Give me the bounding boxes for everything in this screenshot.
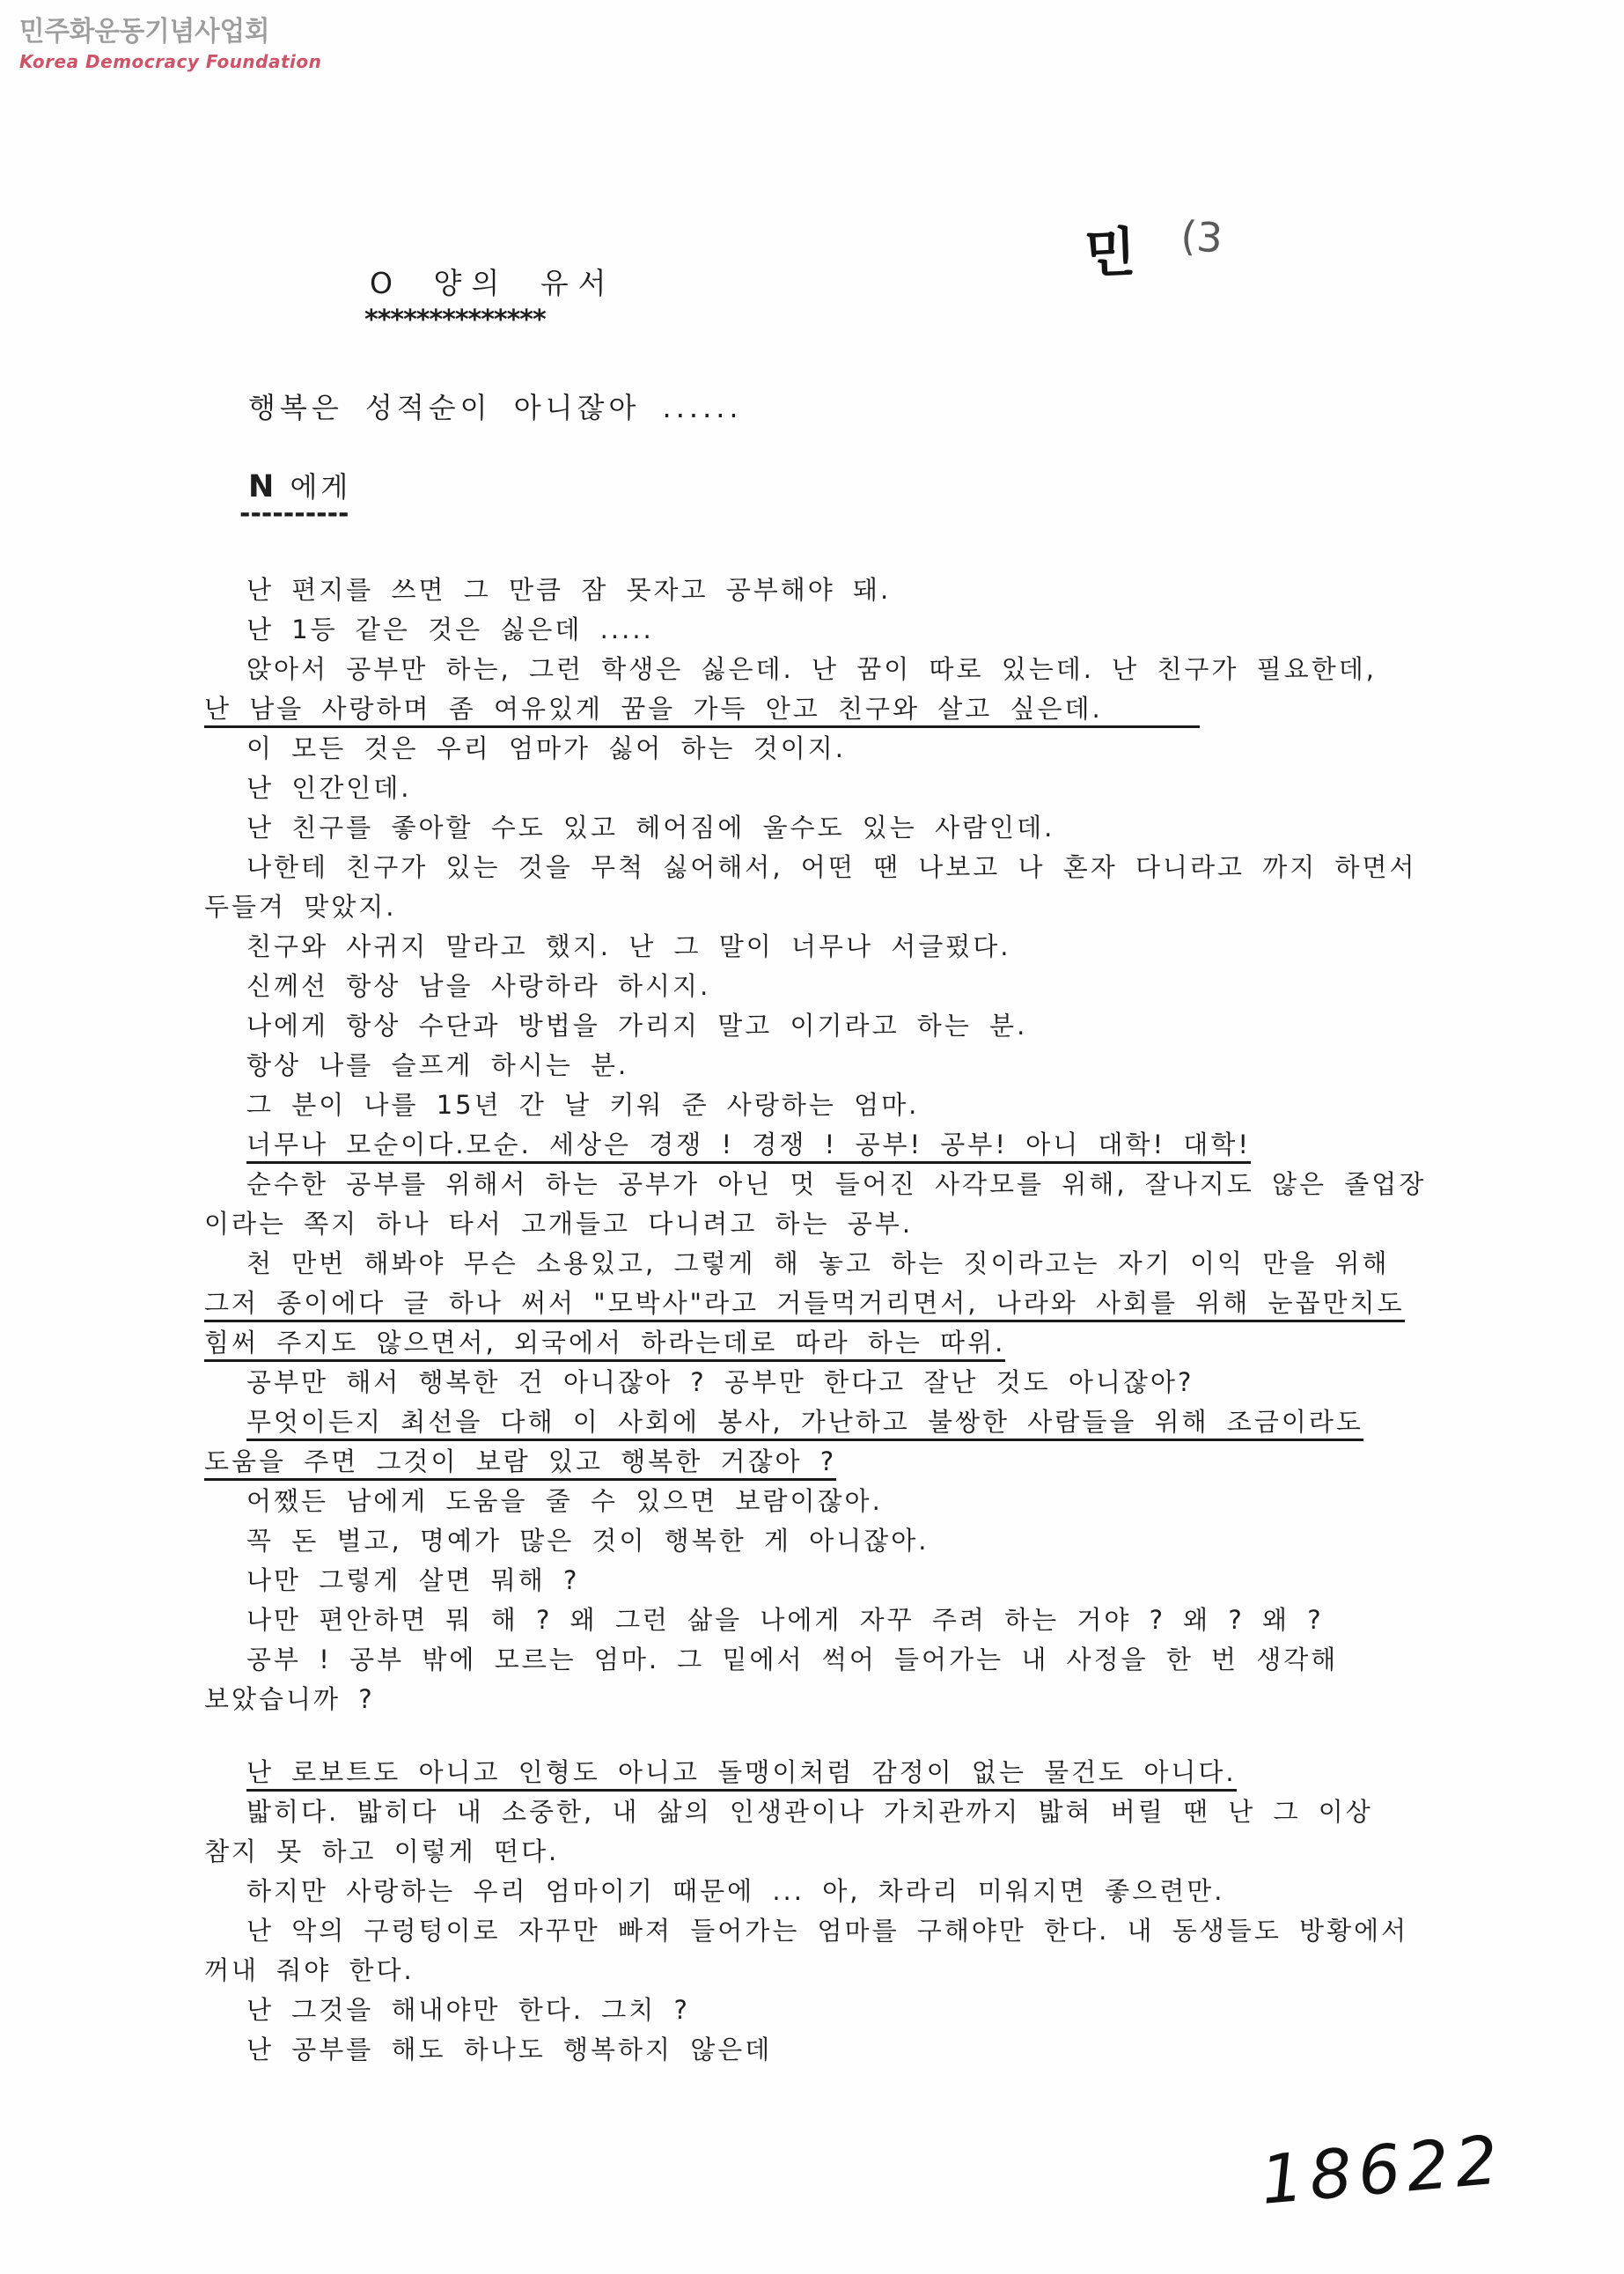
letter-line: 이 모든 것은 우리 엄마가 싫어 하는 것이지. xyxy=(246,733,846,763)
letter-line-underlined: 난 로보트도 아니고 인형도 아니고 돌맹이처럼 감정이 없는 물건도 아니다. xyxy=(204,1753,1595,1792)
korea-democracy-foundation-logo xyxy=(19,9,321,72)
letter-line: 난 공부를 해도 하나도 행복하지 않은데 xyxy=(246,2035,773,2064)
letter-line: 꺼내 줘야 한다. xyxy=(204,1955,415,1985)
letter-line-underlined: 그저 종이에다 글 하나 써서 "모박사"라고 거들먹거리면서, 나라와 사회를 위해 눈꼽만치도 xyxy=(204,1284,1595,1323)
logo-korean-calligraphy: 민주화운동기념사업회 xyxy=(19,16,270,48)
document-subtitle: 행복은 성적순이 아니잖아 ...... xyxy=(248,391,743,424)
letter-line-underlined: 도움을 주면 그것이 보람 있고 행복한 거잖아 ? xyxy=(204,1442,1595,1482)
letter-line: 이라는 쪽지 하나 타서 고개들고 다니려고 하는 공부. xyxy=(204,1209,914,1239)
salutation-text: 에게 xyxy=(290,470,352,504)
letter-line-underlined: 난 남을 사랑하며 좀 여유있게 꿈을 가득 안고 친구와 살고 싶은데. xyxy=(204,689,1595,729)
letter-line: 보았습니까 ? xyxy=(204,1684,375,1714)
letter-line: 그 분이 나를 15년 간 날 키워 준 사랑하는 엄마. xyxy=(246,1090,920,1120)
handwritten-mark-paren: (3 xyxy=(1179,211,1224,262)
handwritten-archive-number: 18622 xyxy=(1257,2120,1508,2219)
letter-body xyxy=(204,570,1595,2070)
letter-line: 하지만 사랑하는 우리 엄마이기 때문에 ... 아, 차라리 미워지면 좋으련만. xyxy=(246,1876,1225,1906)
letter-line-underlined: 너무나 모순이다.모순. 세상은 경쟁 ! 경쟁 ! 공부! 공부! 아니 대학! 대학! xyxy=(204,1125,1595,1165)
letter-line: 나에게 항상 수단과 방법을 가리지 말고 이기라고 하는 분. xyxy=(246,1011,1028,1041)
letter-line: 천 만번 해봐야 무슨 소용있고, 그렇게 해 놓고 하는 짓이라고는 자기 이익 만을 위해 xyxy=(246,1248,1390,1278)
letter-line: 앉아서 공부만 하는, 그런 학생은 싫은데. 난 꿈이 따로 있는데. 난 친구가 필요한데, xyxy=(246,654,1377,684)
letter-line: 두들겨 맞았지. xyxy=(204,892,397,922)
title-asterisk-underline: ************** xyxy=(364,305,546,335)
salutation-initial: N xyxy=(248,469,278,504)
letter-line-underlined: 무엇이든지 최선을 다해 이 사회에 봉사, 가난하고 불쌍한 사람들을 위해 조금이라도 xyxy=(204,1402,1595,1442)
letter-line: 난 악의 구렁텅이로 자꾸만 빠져 들어가는 엄마를 구해야만 한다. 내 동생들도 방황에서 xyxy=(246,1916,1409,1946)
letter-line: 순수한 공부를 위해서 하는 공부가 아닌 멋 들어진 사각모를 위해, 잘나지도 않은 졸업장 xyxy=(246,1169,1427,1199)
handwritten-page-mark xyxy=(1084,207,1224,287)
letter-line: 나한테 친구가 있는 것을 무척 싫어해서, 어떤 땐 나보고 나 혼자 다니라고 까지 하면서 xyxy=(246,852,1417,882)
letter-line: 나만 그렇게 살면 뭐해 ? xyxy=(246,1565,580,1595)
letter-line: 나만 편안하면 뭐 해 ? 왜 그런 삶을 나에게 자꾸 주려 하는 거야 ? 왜 ? 왜 ? xyxy=(246,1605,1324,1635)
letter-line: 어쨌든 남에게 도움을 줄 수 있으면 보람이잖아. xyxy=(246,1486,883,1516)
letter-line: 공부 ! 공부 밖에 모르는 엄마. 그 밑에서 썩어 들어가는 내 사정을 한 번 생각해 xyxy=(246,1645,1339,1674)
letter-line: 친구와 사귀지 말라고 했지. 난 그 말이 너무나 서글펐다. xyxy=(246,931,1011,961)
logo-english-name: Korea Democracy Foundation xyxy=(19,51,322,72)
letter-line: 공부만 해서 행복한 건 아니잖아 ? 공부만 한다고 잘난 것도 아니잖아? xyxy=(246,1367,1194,1397)
letter-line: 신께선 항상 남을 사랑하라 하시지. xyxy=(246,971,711,1001)
letter-line: 난 편지를 쓰면 그 만큼 잠 못자고 공부해야 돼. xyxy=(246,575,892,605)
letter-line: 참지 못 하고 이렇게 떤다. xyxy=(204,1836,560,1866)
letter-line: 난 그것을 해내야만 한다. 그치 ? xyxy=(246,1995,690,2025)
letter-line: 난 인간인데. xyxy=(246,773,412,803)
document-title: O 양의 유서 xyxy=(370,266,616,300)
handwritten-mark-min: 민 xyxy=(1084,221,1137,285)
letter-line: 난 1등 같은 것은 싫은데 ..... xyxy=(246,614,654,644)
letter-line-underlined: 힘써 주지도 않으면서, 외국에서 하라는데로 따라 하는 따위. xyxy=(204,1323,1595,1363)
letter-line: 난 친구를 좋아할 수도 있고 헤어짐에 울수도 있는 사람인데. xyxy=(246,813,1055,843)
salutation-dash-line: ---------- xyxy=(239,498,349,529)
letter-line: 밟히다. 밟히다 내 소중한, 내 삶의 인생관이나 가치관까지 밟혀 버릴 땐 난 그 이상 xyxy=(246,1797,1373,1827)
letter-line: 항상 나를 슬프게 하시는 분. xyxy=(246,1050,629,1080)
letter-line: 꼭 돈 벌고, 명예가 많은 것이 행복한 게 아니잖아. xyxy=(246,1526,930,1556)
